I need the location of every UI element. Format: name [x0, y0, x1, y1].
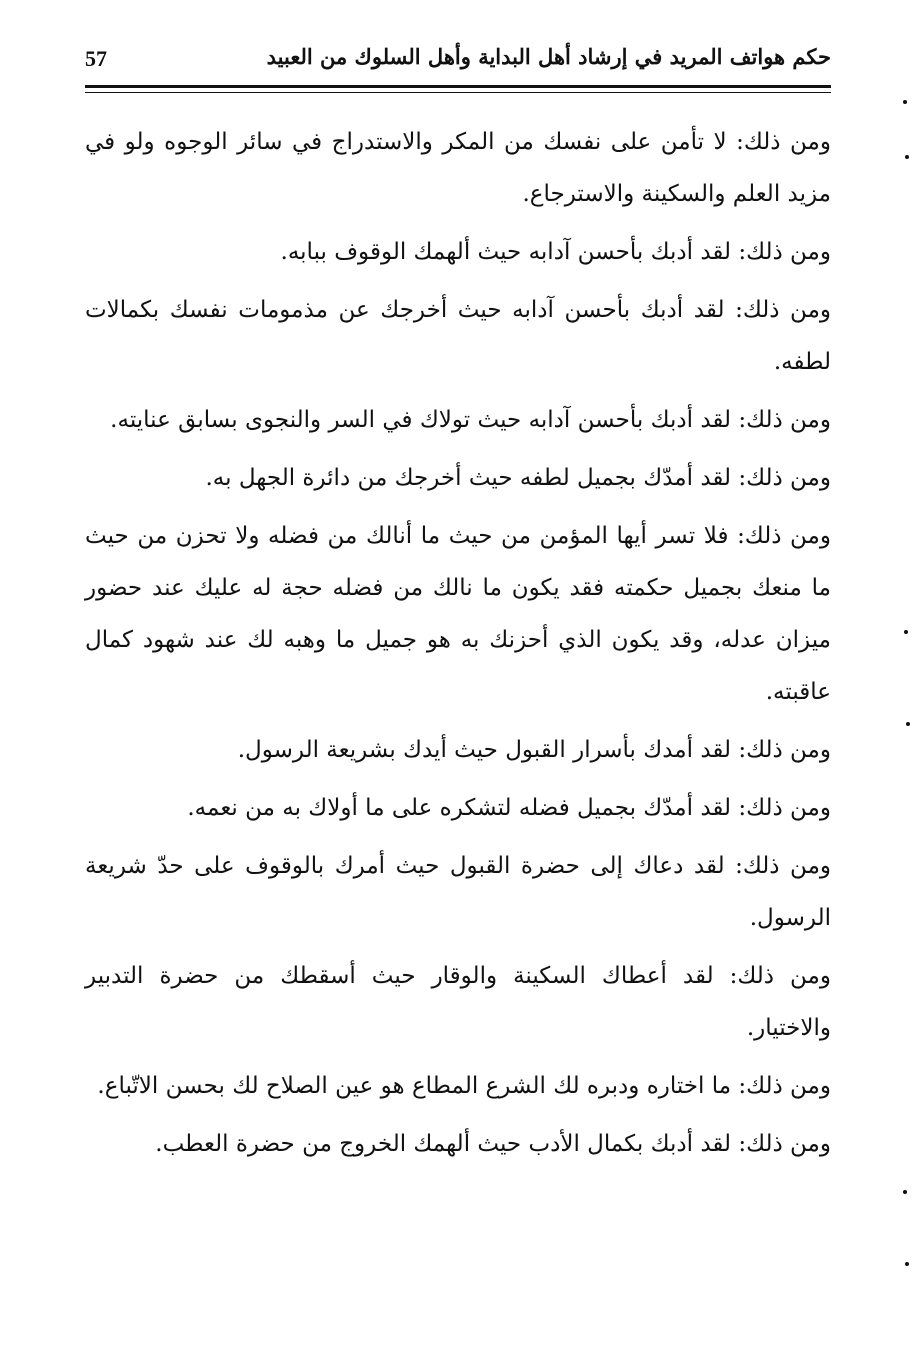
paragraph	[85, 226, 831, 278]
paragraph-lead: ومن ذلك:	[738, 239, 831, 265]
paragraph	[85, 452, 831, 504]
paragraph-text: ما اختاره ودبره لك الشرع المطاع هو عين الصلاح لك بحسن الاتّباع.	[97, 1073, 739, 1099]
paragraph-text: لقد أدبك بأحسن آدابه حيث أخرجك عن مذمومات نفسك بكمالات لطفه.	[85, 297, 831, 375]
body-text	[85, 116, 831, 1176]
paragraph	[85, 510, 831, 718]
page-number: 57	[85, 46, 107, 71]
page-header	[85, 40, 831, 84]
scan-speck	[906, 722, 910, 726]
paragraph-text: لقد أدبك بأحسن آدابه حيث ألهمك الوقوف ببابه.	[280, 239, 739, 265]
paragraph	[85, 394, 831, 446]
paragraph	[85, 284, 831, 388]
paragraph-lead: ومن ذلك:	[738, 465, 831, 491]
paragraph-text: لا تأمن على نفسك من المكر والاستدراج في سائر الوجوه ولو في مزيد العلم والسكينة والاسترجاع.	[85, 129, 831, 207]
paragraph-lead: ومن ذلك:	[738, 407, 831, 433]
paragraph-lead: ومن ذلك:	[738, 1073, 831, 1099]
paragraph-text: لقد أدبك بأحسن آدابه حيث تولاك في السر والنجوى بسابق عنايته.	[110, 407, 739, 433]
paragraph-lead: ومن ذلك:	[735, 853, 831, 879]
scan-speck	[903, 1190, 907, 1194]
paragraph-text: لقد أدبك بكمال الأدب حيث ألهمك الخروج من حضرة العطب.	[155, 1131, 739, 1157]
paragraph	[85, 782, 831, 834]
paragraph-lead: ومن ذلك:	[735, 297, 831, 323]
paragraph-lead: ومن ذلك:	[738, 737, 831, 763]
scan-speck	[903, 100, 907, 104]
paragraph-text: لقد أمدّك بجميل فضله لتشكره على ما أولاك به من نعمه.	[187, 795, 739, 821]
paragraph-text: لقد أمدّك بجميل لطفه حيث أخرجك من دائرة الجهل به.	[205, 465, 739, 491]
scan-speck	[905, 155, 909, 159]
scan-speck	[905, 1262, 909, 1266]
paragraph-text: لقد أمدك بأسرار القبول حيث أيدك بشريعة الرسول.	[237, 737, 739, 763]
paragraph	[85, 1060, 831, 1112]
paragraph	[85, 1118, 831, 1170]
paragraph	[85, 116, 831, 220]
paragraph-lead: ومن ذلك:	[729, 963, 831, 989]
paragraph-lead: ومن ذلك:	[736, 129, 831, 155]
header-rule-thin	[85, 92, 831, 93]
paragraph-lead: ومن ذلك:	[738, 1131, 831, 1157]
paragraph	[85, 840, 831, 944]
scan-speck	[904, 630, 908, 634]
paragraph-lead: ومن ذلك:	[737, 523, 831, 549]
paragraph-lead: ومن ذلك:	[738, 795, 831, 821]
paragraph	[85, 950, 831, 1054]
paragraph-text: فلا تسر أيها المؤمن من حيث ما أنالك من فضله ولا تحزن من حيث ما منعك بجميل حكمته فقد يكون ما نالك من فضله حجة له عليك عند حضور ميزان عدله، وقد يكون الذي أحزنك به هو جميل ما وهبه لك عند شهود كمال عاقبته.	[85, 523, 831, 705]
running-title: حكم هواتف المريد في إرشاد أهل البداية وأهل السلوك من العبيد	[266, 44, 831, 69]
paragraph	[85, 724, 831, 776]
header-rule-thick	[85, 85, 831, 88]
paragraph-text: لقد دعاك إلى حضرة القبول حيث أمرك بالوقوف على حدّ شريعة الرسول.	[85, 853, 831, 931]
paragraph-text: لقد أعطاك السكينة والوقار حيث أسقطك من حضرة التدبير والاختيار.	[85, 963, 831, 1041]
